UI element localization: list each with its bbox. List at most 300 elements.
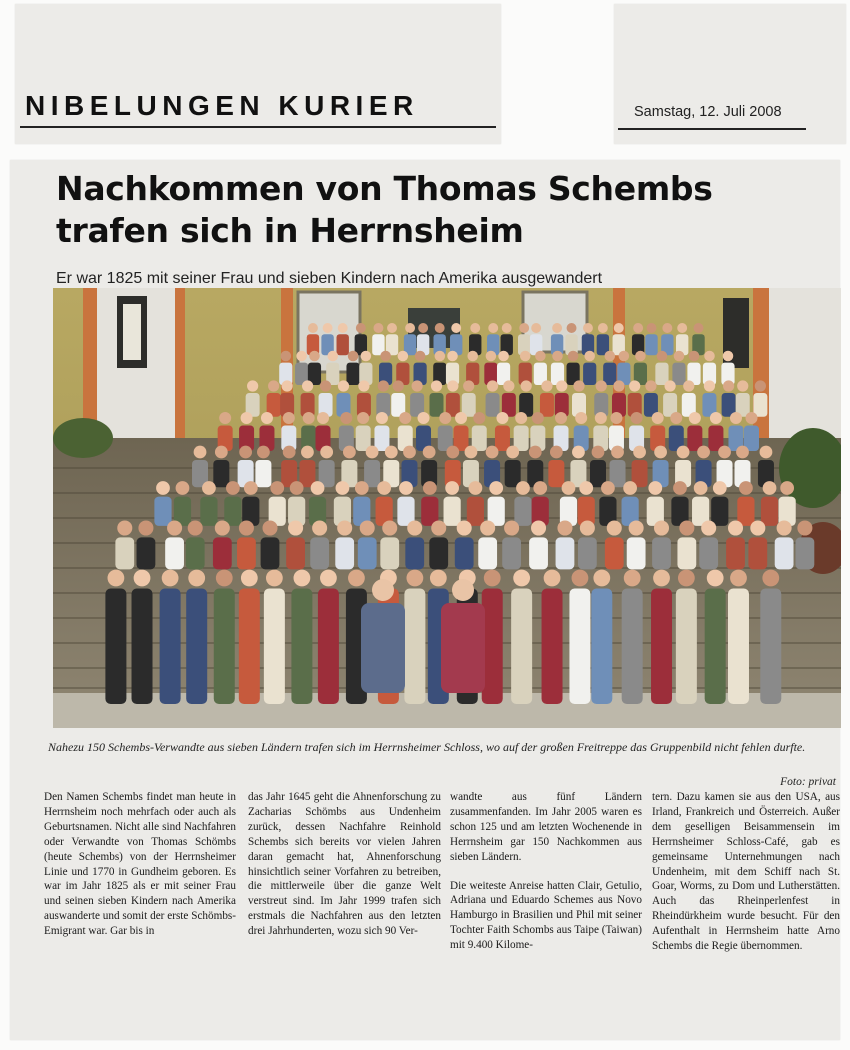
person-body [753, 393, 767, 417]
person-head [723, 380, 734, 391]
paragraph: tern. Dazu kamen sie aus den USA, aus Irland, Frankreich und Österreich. Außer dem geselligen Beisammensein im Herrnsheimer Schloss-Café, gab es gemeinsame Unternehmungen nach Undenheim, mit dem Schiff nach St. Goar, Worms, zu Dom und Lutherstätten. Auch das Rheinperlenfest in Rheindürkheim wurde besucht. Für den Aufenthalt in Herrnsheim hatte Arno Schembs die Regie übernommen. [652, 791, 840, 953]
person-head [760, 446, 773, 459]
person-body [444, 497, 461, 526]
person-head [584, 351, 595, 362]
person-head [596, 380, 607, 391]
person-head [552, 351, 563, 362]
person-head [557, 520, 572, 535]
seated-person-head [372, 579, 394, 601]
person-head [216, 570, 233, 587]
person-head [283, 446, 296, 459]
person-head [378, 380, 389, 391]
person-head [629, 520, 644, 535]
person-body [795, 537, 814, 569]
paragraph: Die weiteste Anreise hatten Clair, Getulio, Adriana und Eduardo Schemes aus Novo Hamburgo in Brasilien und Phil mit seiner Tochter Faith Schombs aus Taipe (Taiwan) mit 9.400 Kilome- [450, 879, 642, 952]
person-head [623, 481, 637, 495]
person-head [398, 351, 409, 362]
person-head [215, 520, 230, 535]
person-head [572, 446, 585, 459]
person-head [503, 380, 514, 391]
person-head [504, 520, 519, 535]
person-body [132, 589, 153, 705]
person-head [355, 481, 369, 495]
person-body [200, 497, 217, 526]
person-head [403, 446, 416, 459]
person-body [502, 537, 521, 569]
person-head [439, 412, 451, 424]
headline-line-1: Nachkommen von Thomas Schembs [56, 169, 713, 208]
person-body [761, 497, 778, 526]
person-head [694, 323, 704, 333]
person-body [239, 589, 260, 705]
person-body [583, 363, 596, 385]
person-body [291, 589, 312, 705]
person-head [486, 351, 497, 362]
person-head [405, 323, 415, 333]
person-head [376, 412, 388, 424]
person-head [244, 481, 258, 495]
person-head [283, 412, 295, 424]
person-head [763, 481, 777, 495]
person-body [165, 537, 184, 569]
person-head [535, 351, 546, 362]
person-head [465, 446, 478, 459]
person-body [430, 393, 444, 417]
person-head [188, 520, 203, 535]
person-head [219, 412, 231, 424]
person-head [723, 351, 734, 362]
person-body [255, 460, 271, 487]
person-head [777, 520, 792, 535]
person-head [320, 570, 337, 587]
person-head [697, 446, 710, 459]
person-head [515, 412, 527, 424]
person-body [404, 589, 425, 705]
group-photo [53, 288, 841, 728]
person-body [467, 497, 484, 526]
person-head [496, 412, 508, 424]
person-head [677, 446, 690, 459]
person-body [495, 426, 510, 452]
person-head [780, 481, 794, 495]
person-head [445, 481, 459, 495]
person-head [502, 323, 512, 333]
person-body [556, 537, 575, 569]
person-head [607, 520, 622, 535]
person-head [580, 520, 595, 535]
person-body [705, 589, 726, 705]
person-head [467, 351, 478, 362]
person-head [385, 446, 398, 459]
person-head [683, 380, 694, 391]
person-head [358, 380, 369, 391]
person-head [678, 570, 695, 587]
person-head [435, 323, 445, 333]
person-head [320, 446, 333, 459]
person-body [213, 460, 229, 487]
person-head [373, 323, 383, 333]
person-body [627, 537, 646, 569]
person-head [387, 323, 397, 333]
person-body [605, 537, 624, 569]
person-head [583, 323, 593, 333]
article-clipping [10, 160, 840, 1040]
person-head [533, 481, 547, 495]
person-head [294, 570, 311, 587]
person-body [737, 497, 754, 526]
person-head [308, 323, 318, 333]
person-head [296, 351, 307, 362]
person-head [614, 323, 624, 333]
person-body [486, 393, 500, 417]
person-head [704, 351, 715, 362]
person-body [186, 537, 205, 569]
seated-person-head [452, 579, 474, 601]
person-body [358, 537, 377, 569]
person-body [160, 589, 181, 705]
person-head [544, 570, 561, 587]
person-head [736, 446, 749, 459]
person-head [746, 412, 758, 424]
person-body [591, 589, 612, 705]
person-head [579, 481, 593, 495]
person-head [446, 446, 459, 459]
person-body [429, 537, 448, 569]
person-head [303, 412, 315, 424]
person-head [513, 570, 530, 587]
article-column-2 [248, 790, 441, 953]
person-head [323, 323, 333, 333]
person-head [431, 520, 446, 535]
person-body [748, 537, 767, 569]
person-head [541, 380, 552, 391]
date-rule [618, 128, 806, 130]
person-body [224, 497, 241, 526]
person-head [601, 481, 615, 495]
person-body [310, 537, 329, 569]
person-body [760, 589, 781, 705]
person-head [366, 446, 379, 459]
person-body [511, 589, 532, 705]
person-head [268, 380, 279, 391]
person-head [750, 520, 765, 535]
person-head [309, 351, 320, 362]
person-head [457, 520, 472, 535]
person-body [405, 537, 424, 569]
person-head [506, 446, 519, 459]
person-body [261, 537, 280, 569]
subheadline: Er war 1825 mit seiner Frau und sieben Kindern nach Amerika ausgewandert [56, 270, 603, 287]
person-head [568, 351, 579, 362]
person-head [415, 351, 426, 362]
newspaper-name: NIBELUNGEN KURIER [25, 90, 419, 121]
person-head [480, 520, 495, 535]
person-head [281, 351, 292, 362]
person-head [487, 380, 498, 391]
person-body [726, 537, 745, 569]
person-head [311, 481, 325, 495]
person-body [478, 537, 497, 569]
person-head [762, 570, 779, 587]
article-column-3 [450, 790, 642, 967]
person-body [529, 537, 548, 569]
person-head [282, 380, 293, 391]
person-head [138, 520, 153, 535]
person-head [516, 481, 530, 495]
date-clipping [614, 4, 846, 144]
person-head [673, 481, 687, 495]
person-head [519, 323, 529, 333]
person-body [346, 363, 359, 385]
person-body [578, 537, 597, 569]
person-head [635, 351, 646, 362]
person-head [226, 481, 240, 495]
person-head [529, 446, 542, 459]
person-head [592, 446, 605, 459]
person-head [613, 380, 624, 391]
person-head [343, 446, 356, 459]
person-head [412, 380, 423, 391]
person-head [348, 570, 365, 587]
person-head [156, 481, 170, 495]
person-head [624, 570, 641, 587]
person-body [137, 537, 156, 569]
person-head [704, 380, 715, 391]
person-head [531, 520, 546, 535]
person-head [117, 520, 132, 535]
person-head [241, 570, 258, 587]
article-column-1 [44, 790, 236, 953]
person-head [262, 520, 277, 535]
person-head [418, 323, 428, 333]
person-head [562, 481, 576, 495]
person-head [407, 520, 422, 535]
person-head [484, 570, 501, 587]
article-column-4 [652, 790, 840, 968]
person-head [654, 520, 669, 535]
person-head [463, 380, 474, 391]
person-head [674, 351, 685, 362]
person-head [679, 520, 694, 535]
person-head [423, 481, 437, 495]
person-body [603, 363, 616, 385]
person-head [215, 446, 228, 459]
person-head [605, 351, 616, 362]
person-head [194, 446, 207, 459]
person-head [134, 570, 151, 587]
person-body [540, 393, 554, 417]
person-head [645, 380, 656, 391]
person-head [718, 446, 731, 459]
paragraph: das Jahr 1645 geht die Ahnenforschung zu Zacharias Schömbs aus Undenheim zurück, dessen Nachfahre Reinhold Schembs sich bereits vor vielen Jahren daran gemacht hat, Ahnenforschung hinsichtlich seiner Vorfahren zu betreiben, die mittlerweile über die ganze Welt verstreut sind. Im Jahr 1999 trafen sich erstmals die Nachfahren aus den letzten drei Jahrhunderten, wozu sich 90 Ver- [248, 791, 441, 938]
person-head [532, 412, 544, 424]
person-head [399, 481, 413, 495]
person-head [167, 520, 182, 535]
photo-caption: Nahezu 150 Schembs-Verwandte aus sieben Ländern trafen sich im Herrnsheimer Schloss, wo auf der großen Freitreppe das Gruppenbild nicht fehlen durfte. [48, 740, 806, 754]
person-head [418, 412, 430, 424]
person-body [672, 363, 685, 385]
person-head [797, 520, 812, 535]
person-head [317, 412, 329, 424]
person-body [380, 537, 399, 569]
person-head [488, 323, 498, 333]
person-head [435, 351, 446, 362]
masthead-rule [20, 126, 496, 128]
person-head [430, 570, 447, 587]
person-head [593, 570, 610, 587]
person-head [406, 570, 423, 587]
person-head [633, 323, 643, 333]
person-head [239, 446, 252, 459]
person-body [154, 497, 171, 526]
person-head [469, 481, 483, 495]
person-head [713, 481, 727, 495]
person-head [701, 520, 716, 535]
person-head [595, 412, 607, 424]
person-body [115, 537, 134, 569]
person-body [542, 589, 563, 705]
person-body [677, 537, 696, 569]
person-head [694, 481, 708, 495]
paragraph: Den Namen Schembs findet man heute in Herrnsheim noch mehrfach oder auch als Geburtsnamen. Nicht alle sind Nachfahren oder Verwandte von Thomas Schömbs (heute Schembs) von der Herrnsheimer Linie und 1770 in Gundheim geboren. Es war im Jahr 1825 als er mit seiner Frau und seinen sieben Kindern nach Amerika auswanderte und somit der erste Schömbs-Emigrant war. Gar bis in [44, 791, 236, 938]
person-body [711, 497, 728, 526]
person-head [489, 481, 503, 495]
person-head [739, 481, 753, 495]
person-head [556, 380, 567, 391]
person-body [318, 589, 339, 705]
person-head [610, 412, 622, 424]
person-head [301, 446, 314, 459]
person-head [266, 570, 283, 587]
person-head [261, 412, 273, 424]
person-body [335, 537, 354, 569]
person-head [662, 323, 672, 333]
person-head [611, 446, 624, 459]
person-head [737, 380, 748, 391]
person-head [447, 351, 458, 362]
person-head [188, 570, 205, 587]
paragraph: wandte aus fünf Ländern zusammenfanden. Im Jahr 2005 waren es schon 125 und am letzten Wochenende in Herrnsheim gar 150 Nachkommen aus sieben Ländern. [450, 791, 642, 863]
person-body [775, 537, 794, 569]
person-head [176, 481, 190, 495]
masthead-clipping [15, 4, 501, 144]
person-body [237, 537, 256, 569]
person-head [302, 380, 313, 391]
person-head [327, 351, 338, 362]
person-head [550, 446, 563, 459]
person-head [654, 446, 667, 459]
person-head [598, 323, 608, 333]
person-head [247, 380, 258, 391]
person-head [730, 570, 747, 587]
person-head [730, 412, 742, 424]
person-body [569, 589, 590, 705]
person-head [360, 520, 375, 535]
person-head [573, 380, 584, 391]
person-head [520, 351, 531, 362]
person-body [105, 589, 126, 705]
person-body [337, 334, 349, 355]
person-head [357, 412, 369, 424]
person-head [633, 446, 646, 459]
person-head [653, 570, 670, 587]
person-head [470, 323, 480, 333]
person-head [629, 380, 640, 391]
person-head [755, 380, 766, 391]
person-body [728, 589, 749, 705]
seated-person [361, 603, 405, 693]
person-head [338, 380, 349, 391]
person-head [689, 412, 701, 424]
person-head [710, 412, 722, 424]
person-head [336, 481, 350, 495]
headline-line-2: trafen sich in Herrnsheim [56, 211, 524, 250]
person-head [356, 323, 366, 333]
person-head [555, 412, 567, 424]
person-head [652, 412, 664, 424]
person-body [645, 334, 657, 355]
person-head [340, 412, 352, 424]
person-body [514, 497, 531, 526]
person-head [552, 323, 562, 333]
person-head [455, 412, 467, 424]
person-head [670, 412, 682, 424]
person-head [338, 323, 348, 333]
person-head [619, 351, 630, 362]
person-head [521, 380, 532, 391]
person-head [361, 351, 372, 362]
person-head [707, 570, 724, 587]
headline [56, 168, 836, 252]
person-head [567, 323, 577, 333]
person-head [431, 380, 442, 391]
person-body [652, 537, 671, 569]
person-head [320, 380, 331, 391]
person-body [651, 589, 672, 705]
person-body [264, 589, 285, 705]
person-body [455, 537, 474, 569]
person-head [486, 446, 499, 459]
person-head [399, 412, 411, 424]
person-body [214, 589, 235, 705]
person-head [288, 520, 303, 535]
seated-person [441, 603, 485, 693]
person-head [337, 520, 352, 535]
person-head [631, 412, 643, 424]
person-head [241, 412, 253, 424]
person-head [575, 412, 587, 424]
person-body [286, 537, 305, 569]
issue-date: Samstag, 12. Juli 2008 [634, 104, 782, 120]
person-body [213, 537, 232, 569]
person-head [162, 570, 179, 587]
person-head [665, 380, 676, 391]
person-head [377, 481, 391, 495]
person-body [548, 460, 564, 487]
person-head [380, 351, 391, 362]
person-head [447, 380, 458, 391]
person-head [108, 570, 125, 587]
person-head [202, 481, 216, 495]
person-head [728, 520, 743, 535]
person-head [290, 481, 304, 495]
person-head [239, 520, 254, 535]
person-head [382, 520, 397, 535]
person-head [423, 446, 436, 459]
person-head [348, 351, 359, 362]
person-body [676, 589, 697, 705]
person-head [257, 446, 270, 459]
